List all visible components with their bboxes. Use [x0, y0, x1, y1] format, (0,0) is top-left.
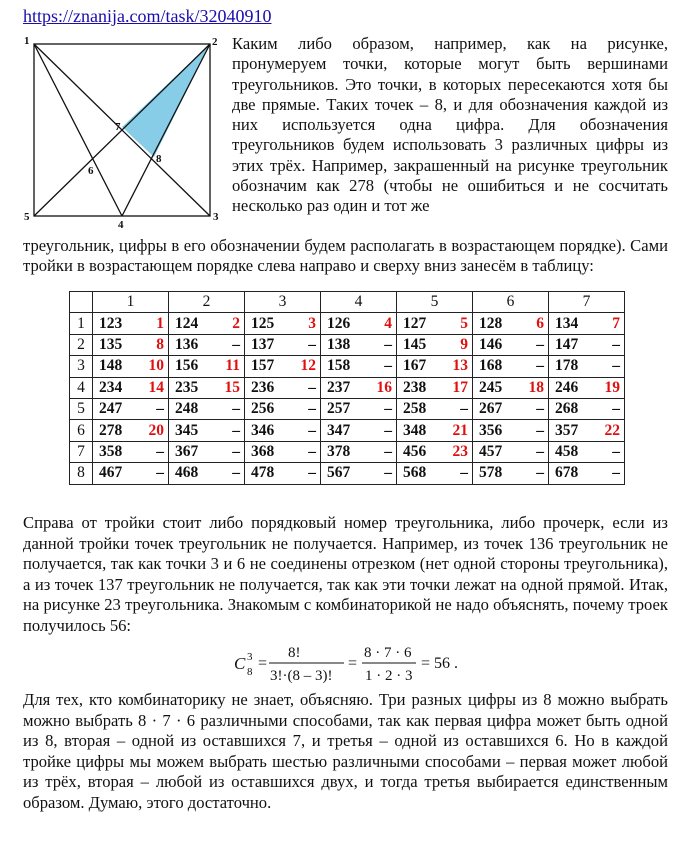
no-triangle-dash: –: [308, 464, 316, 482]
table-cell: [397, 377, 473, 398]
triple-value: 247: [99, 400, 123, 418]
no-triangle-dash: –: [536, 442, 544, 460]
triangle-number: 20: [148, 421, 164, 439]
triple-value: 357: [555, 421, 579, 439]
table-cell: [549, 356, 625, 377]
table-cell: [93, 420, 169, 441]
triple-value: 134: [555, 314, 579, 332]
no-triangle-dash: –: [156, 464, 164, 482]
table-row: [70, 313, 625, 334]
triple-value: 267: [479, 400, 503, 418]
col-header: 7: [549, 292, 625, 313]
no-triangle-dash: –: [384, 400, 392, 418]
triangle-number: 15: [224, 378, 240, 396]
no-triangle-dash: –: [384, 421, 392, 439]
line-1-4: [34, 44, 122, 216]
triple-value: 157: [251, 357, 275, 375]
triangles-table: [69, 291, 625, 485]
table-cell: [549, 441, 625, 462]
table-cell: [93, 313, 169, 334]
no-triangle-dash: –: [384, 335, 392, 353]
formula-eq: =: [258, 655, 268, 672]
triple-value: 147: [555, 335, 579, 353]
triple-value: 478: [251, 464, 275, 482]
triple-value: 238: [403, 378, 427, 396]
table-row: [70, 420, 625, 441]
table-cell: [93, 356, 169, 377]
triangle-number: 22: [604, 421, 620, 439]
formula-c: C: [234, 654, 246, 673]
triple-value: 568: [403, 464, 427, 482]
closing-paragraph: Для тех, кто комбинаторику не знает, объясняю. Три разных цифры из 8 можно выбрать можно выбрать 8 · 7 · 6 различными способами, так как первая цифра может быть одной из 8, вторая – одной из оставшихся 7, и третья – одной из оставшихся 6. Но в каждой тройке цифры мы можем выбрать шестью различными способами – первая может любой из трёх, вторая – любой из оставшихся двух, и тогда третья выбирается единственным образом. Думаю, этого достаточно.: [23, 690, 668, 812]
table-cell: [473, 420, 549, 441]
triangle-number: 16: [376, 378, 392, 396]
table-cell: [549, 398, 625, 419]
point-label-1: 1: [24, 35, 30, 47]
triple-value: 467: [99, 464, 123, 482]
table-cell: [245, 356, 321, 377]
table-cell: [397, 398, 473, 419]
frac1-numerator: 8!: [288, 645, 301, 661]
table-cell: [245, 420, 321, 441]
table-cell: [321, 463, 397, 484]
triangle-number: 1: [156, 314, 164, 332]
no-triangle-dash: –: [536, 400, 544, 418]
table-cell: [169, 313, 245, 334]
table-cell: [321, 377, 397, 398]
triple-value: 138: [327, 335, 351, 353]
no-triangle-dash: –: [232, 335, 240, 353]
no-triangle-dash: –: [384, 464, 392, 482]
table-cell: [93, 398, 169, 419]
table-cell: [397, 313, 473, 334]
triple-value: 127: [403, 314, 427, 332]
triple-value: 145: [403, 335, 427, 353]
no-triangle-dash: –: [156, 400, 164, 418]
table-cell: [93, 334, 169, 355]
triple-value: 158: [327, 357, 351, 375]
no-triangle-dash: –: [308, 421, 316, 439]
table-cell: [397, 334, 473, 355]
triple-value: 368: [251, 442, 275, 460]
triangle-number: 18: [528, 378, 544, 396]
no-triangle-dash: –: [536, 335, 544, 353]
shaded-triangle-278: [122, 44, 210, 157]
col-header: 5: [397, 292, 473, 313]
col-header: 3: [245, 292, 321, 313]
triple-value: 234: [99, 378, 123, 396]
triangle-number: 23: [452, 442, 468, 460]
triangle-number: 7: [612, 314, 620, 332]
triple-value: 358: [99, 442, 123, 460]
triple-value: 135: [99, 335, 123, 353]
table-cell: [321, 441, 397, 462]
triangle-number: 11: [225, 357, 240, 375]
table-cell: [473, 441, 549, 462]
table-cell: [473, 377, 549, 398]
no-triangle-dash: –: [156, 442, 164, 460]
table-cell: [473, 398, 549, 419]
triple-value: 458: [555, 442, 579, 460]
row-number: 1: [70, 313, 93, 334]
table-cell: [245, 441, 321, 462]
triple-value: 367: [175, 442, 199, 460]
table-cell: [321, 420, 397, 441]
table-cell: [549, 420, 625, 441]
triple-value: 136: [175, 335, 199, 353]
table-cell: [473, 356, 549, 377]
triple-value: 137: [251, 335, 275, 353]
triple-value: 345: [175, 421, 199, 439]
triple-value: 256: [251, 400, 275, 418]
table-cell: [169, 356, 245, 377]
point-label-5: 5: [24, 211, 30, 223]
no-triangle-dash: –: [308, 442, 316, 460]
table-row: [70, 398, 625, 419]
formula-result: = 56 .: [421, 655, 459, 672]
table-cell: [245, 334, 321, 355]
formula-eq2: =: [348, 655, 358, 672]
table-row: [70, 441, 625, 462]
combination-formula: [232, 638, 532, 688]
triple-value: 347: [327, 421, 351, 439]
table-cell: [473, 313, 549, 334]
table-cell: [169, 377, 245, 398]
table-cell: [321, 398, 397, 419]
frac2-denominator: 1 · 2 · 3: [365, 668, 413, 684]
col-header: 6: [473, 292, 549, 313]
no-triangle-dash: –: [308, 335, 316, 353]
table-row: [70, 377, 625, 398]
no-triangle-dash: –: [612, 335, 620, 353]
frac2-numerator: 8 · 7 · 6: [364, 645, 412, 661]
triple-value: 356: [479, 421, 503, 439]
triple-value: 567: [327, 464, 351, 482]
formula-sub: 8: [247, 666, 253, 678]
triple-value: 468: [175, 464, 199, 482]
triple-value: 578: [479, 464, 503, 482]
row-number: 6: [70, 420, 93, 441]
no-triangle-dash: –: [612, 442, 620, 460]
table-cell: [321, 356, 397, 377]
triple-value: 124: [175, 314, 199, 332]
formula-sup: 3: [247, 651, 253, 663]
no-triangle-dash: –: [612, 400, 620, 418]
point-label-4: 4: [118, 219, 124, 228]
triple-value: 678: [555, 464, 579, 482]
no-triangle-dash: –: [460, 464, 468, 482]
triple-value: 128: [479, 314, 503, 332]
table-cell: [397, 463, 473, 484]
row-number: 3: [70, 356, 93, 377]
table-cell: [549, 334, 625, 355]
no-triangle-dash: –: [536, 357, 544, 375]
explanation-paragraph: Справа от тройки стоит либо порядковый номер треугольника, либо прочерк, если из данной тройки точек треугольник не получается. Например, из точек 136 треугольник не получается, так как точки 3 и 6 не соединены отрезком (нет одной стороны треугольника), а из точек 137 треугольник не получается, так как эти точки лежат на одной прямой. Итак, на рисунке 23 треугольника. Знакомым с комбинаторикой не надо объяснять, почему троек получилось 56:: [23, 513, 668, 635]
triangle-number: 4: [384, 314, 392, 332]
row-number: 7: [70, 441, 93, 462]
intro-paragraph-continued: треугольник, цифры в его обозначении будем располагать в возрастающем порядке). Сами тройки в возрастающем порядке слева направо и сверху вниз занесём в таблицу:: [23, 236, 668, 276]
triple-value: 257: [327, 400, 351, 418]
table-row: [70, 334, 625, 355]
no-triangle-dash: –: [536, 421, 544, 439]
table-cell: [93, 463, 169, 484]
table-cell: [93, 441, 169, 462]
triangle-number: 8: [156, 335, 164, 353]
triple-value: 148: [99, 357, 123, 375]
triangle-number: 17: [452, 378, 468, 396]
triple-value: 258: [403, 400, 427, 418]
row-number: 8: [70, 463, 93, 484]
point-label-6: 6: [88, 165, 94, 177]
triple-value: 248: [175, 400, 199, 418]
row-number: 4: [70, 377, 93, 398]
frac1-denominator: 3!·(8 – 3)!: [270, 668, 333, 684]
table-corner: [70, 292, 93, 313]
triple-value: 237: [327, 378, 351, 396]
table-cell: [169, 441, 245, 462]
no-triangle-dash: –: [232, 464, 240, 482]
triple-value: 456: [403, 442, 427, 460]
triple-value: 348: [403, 421, 427, 439]
no-triangle-dash: –: [612, 464, 620, 482]
no-triangle-dash: –: [232, 442, 240, 460]
triple-value: 457: [479, 442, 503, 460]
triangle-number: 21: [452, 421, 468, 439]
table-cell: [549, 313, 625, 334]
source-link[interactable]: https://znanija.com/task/32040910: [23, 6, 272, 26]
triangle-number: 12: [300, 357, 316, 375]
triple-value: 245: [479, 378, 503, 396]
triangle-number: 13: [452, 357, 468, 375]
table-cell: [93, 377, 169, 398]
geometry-figure: [22, 32, 232, 228]
triple-value: 146: [479, 335, 503, 353]
triple-value: 125: [251, 314, 275, 332]
table-cell: [245, 313, 321, 334]
point-label-2: 2: [212, 36, 218, 48]
no-triangle-dash: –: [460, 400, 468, 418]
triple-value: 167: [403, 357, 427, 375]
triangle-number: 10: [148, 357, 164, 375]
no-triangle-dash: –: [612, 357, 620, 375]
table-cell: [397, 420, 473, 441]
triangle-number: 5: [460, 314, 468, 332]
row-number: 5: [70, 398, 93, 419]
col-header: 1: [93, 292, 169, 313]
intro-paragraph: Каким либо образом, например, как на рисунке, пронумеруем точки, которые могут быть вершинами треугольников. Это точки, в которых пересекаются хотя бы две прямые. Таких точек – 8, и для обозначения каждой из них используется одна цифра. Для обозначения треугольников будем использовать 3 различных цифры из этих трёх. Например, закрашенный на рисунке треугольник обозначим как 278 (чтобы не ошибиться и не сосчитать несколько раз один и тот же: [232, 34, 668, 216]
row-number: 2: [70, 334, 93, 355]
triangle-number: 6: [536, 314, 544, 332]
no-triangle-dash: –: [308, 378, 316, 396]
triangle-number: 2: [232, 314, 240, 332]
table-row: [70, 463, 625, 484]
point-label-7: 7: [115, 121, 121, 133]
triple-value: 346: [251, 421, 275, 439]
no-triangle-dash: –: [308, 400, 316, 418]
table-cell: [169, 463, 245, 484]
triangle-number: 9: [460, 335, 468, 353]
triple-value: 123: [99, 314, 123, 332]
table-cell: [473, 334, 549, 355]
no-triangle-dash: –: [536, 464, 544, 482]
col-header: 4: [321, 292, 397, 313]
table-cell: [549, 377, 625, 398]
point-label-3: 3: [213, 211, 219, 223]
triple-value: 235: [175, 378, 199, 396]
table-cell: [169, 420, 245, 441]
triangle-number: 14: [148, 378, 164, 396]
no-triangle-dash: –: [384, 442, 392, 460]
triple-value: 246: [555, 378, 579, 396]
table-cell: [321, 313, 397, 334]
table-cell: [169, 334, 245, 355]
table-cell: [321, 334, 397, 355]
triple-value: 378: [327, 442, 351, 460]
triple-value: 236: [251, 378, 275, 396]
no-triangle-dash: –: [232, 421, 240, 439]
no-triangle-dash: –: [232, 400, 240, 418]
triple-value: 168: [479, 357, 503, 375]
table-cell: [549, 463, 625, 484]
table-header-row: [70, 292, 625, 313]
triple-value: 278: [99, 421, 123, 439]
table-cell: [245, 463, 321, 484]
table-cell: [397, 356, 473, 377]
table-row: [70, 356, 625, 377]
table-cell: [397, 441, 473, 462]
table-cell: [245, 398, 321, 419]
table-cell: [473, 463, 549, 484]
triangle-number: 3: [308, 314, 316, 332]
triple-value: 178: [555, 357, 579, 375]
triangle-number: 19: [604, 378, 620, 396]
triple-value: 156: [175, 357, 199, 375]
table-cell: [245, 377, 321, 398]
triple-value: 126: [327, 314, 351, 332]
col-header: 2: [169, 292, 245, 313]
table-cell: [169, 398, 245, 419]
point-label-8: 8: [156, 153, 162, 165]
no-triangle-dash: –: [384, 357, 392, 375]
triple-value: 268: [555, 400, 579, 418]
